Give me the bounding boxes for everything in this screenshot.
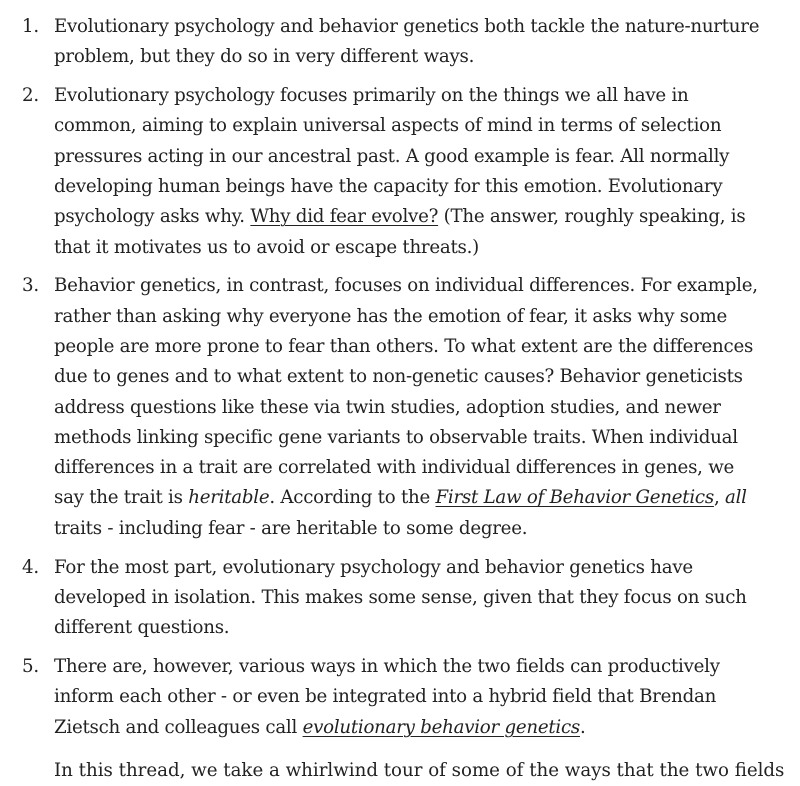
item-text: Evolutionary psychology focuses primarily on the things we all have in common, aiming to explain universal aspects of mind in terms of selection pressures acting in our ancestral past. A good example is fear. All normally developing human beings have the capacity for this emotion. Evolutionary psychology asks why. xyxy=(54,85,730,228)
list-item xyxy=(0,81,800,263)
emphasis-heritable: heritable xyxy=(188,487,270,509)
cut-off-text-line: In this thread, we take a whirlwind tour of some of the ways that the two fields xyxy=(54,760,785,781)
numbered-list-document xyxy=(0,12,800,751)
evolutionary-behavior-genetics-link[interactable] xyxy=(303,717,580,738)
first-law-behavior-genetics-link[interactable] xyxy=(436,487,714,508)
list-item xyxy=(0,553,800,644)
item-number: 4. xyxy=(22,556,39,578)
item-number: 3. xyxy=(22,275,39,297)
item-number: 1. xyxy=(22,16,39,37)
list-item xyxy=(0,652,800,743)
item-text: (The answer, roughly speaking, is that it motivates us to avoid or escape threats.) xyxy=(54,206,746,258)
item-text: For the most part, evolutionary psychology and behavior genetics have developed in isolation. This makes some sense, given that they focus on such different questions. xyxy=(54,556,747,639)
item-text: . xyxy=(580,716,586,738)
item-text: There are, however, various ways in which the two fields can productively inform each other - or even be integrated into a hybrid field that Brendan Zietsch and colleagues call xyxy=(54,655,720,738)
item-number: 2. xyxy=(22,85,39,107)
link-label: evolutionary behavior genetics xyxy=(302,716,580,738)
why-did-fear-evolve-link[interactable]: Why did fear evolve? xyxy=(250,206,439,228)
item-text: traits - including fear - are heritable to some degree. xyxy=(54,517,528,539)
list-item xyxy=(0,12,800,73)
list-item xyxy=(0,271,800,544)
item-number: 5. xyxy=(22,655,39,677)
item-text: . According to the xyxy=(269,487,436,509)
emphasis-all: all xyxy=(725,487,747,509)
link-label: First Law of Behavior Genetics xyxy=(435,487,714,509)
item-text: , xyxy=(713,487,726,509)
item-text: Evolutionary psychology and behavior genetics both tackle the nature-nurture problem, but they do so in very different ways. xyxy=(54,16,760,68)
points-list xyxy=(0,12,800,743)
item-text: Behavior genetics, in contrast, focuses on individual differences. For example, rather than asking why everyone has the emotion of fear, it asks why some people are more prone to fear than others. To what extent are the differences due to genes and to what extent to non-genetic causes? Behavior geneticists address questions like these via twin studies, adoption studies, and newer methods linking specific gene variants to observable traits. When individual differences in a trait are correlated with individual differences in genes, we say the trait is xyxy=(54,275,758,509)
